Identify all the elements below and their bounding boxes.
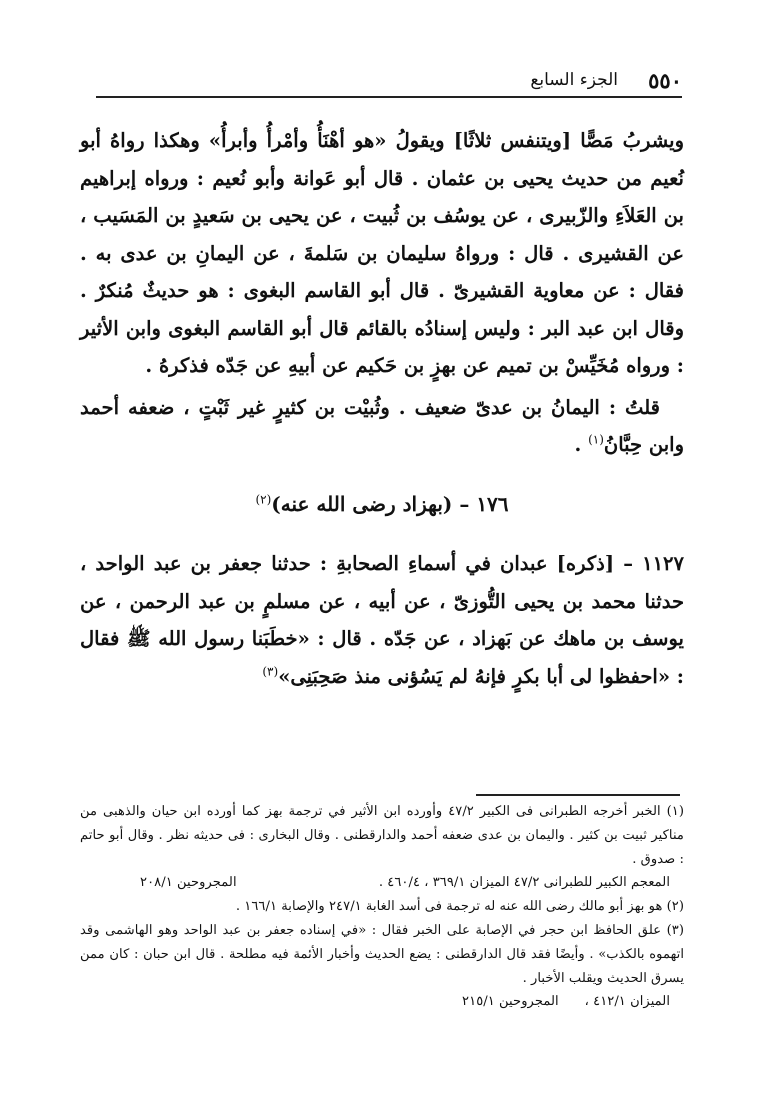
main-text	[80, 122, 684, 695]
paragraph-3	[80, 545, 684, 695]
footnote-rule	[476, 794, 680, 796]
footnote-1-source-a: المعجم الكبير للطبرانى ٤٧/٢ الميزان ٣٦٩/١ ، ٤٦٠/٤ .	[378, 875, 670, 891]
footnote-1: (١) الخبر أخرجه الطبرانى فى الكبير ٤٧/٢ وأورده ابن الأثير في ترجمة بهز كما أورده ابن حيان والذهبى من مناكير ثبيت بن كثير . واليمان بن عدى ضعفه أحمد والدارقطنى . وقال البخارى : فى حديثه نظر . وقال أبو حاتم : صدوق .	[80, 804, 685, 867]
footnote-1-sources	[80, 871, 684, 895]
page-header	[96, 64, 682, 94]
footnote-ref-2[interactable]: (٢)	[255, 491, 272, 506]
footnote-3-source-b: المجروحين ٢١٥/١	[462, 994, 559, 1010]
footnote-ref-3[interactable]: (٣)	[262, 664, 279, 678]
paragraph-2-text: قلتُ : اليمانُ بن عدىّ ضعيف . وثُبيْت بن كثيرٍ غير ثَبْتٍ ، ضعفه أحمد وابن حِبَّانُ	[80, 395, 684, 456]
running-head: الجزء السابع	[530, 70, 618, 90]
paragraph-2	[80, 389, 684, 464]
footnotes	[80, 800, 684, 1014]
footnote-2: (٢) هو بهز أبو مالك رضى الله عنه له ترجمة فى أسد الغابة ٢٤٧/١ والإصابة ١٦٦/١ .	[235, 899, 684, 915]
footnote-3: (٣) علق الحافظ ابن حجر في الإصابة على الخبر فقال : «في إسناده جعفر بن عبد الواحد وهو الهاشمى وقد اتهموه بالكذب» . وأيضًا فقد قال الدارقطنى : يضع الحديث وأخبار الأئمة فيه مطلحة . قال ابن حبان : كان ممن يسرق الحديث ويقلب الأخبار .	[80, 922, 684, 986]
footnote-ref-1[interactable]: (١)	[588, 432, 604, 447]
section-heading-text: ١٧٦ – (بهزاد رضى الله عنه)	[271, 491, 509, 516]
footnote-1-source-b: المجروحين ٢٠٨/١	[140, 875, 237, 891]
header-rule	[96, 96, 682, 98]
paragraph-1: ويشربُ مَصًّا [ويتنفس ثلاثًا] ويقولُ «هو أهْنَأُ وأمْرأُ وأبرأُ» وهكذا رواهُ أبو نُعيم من حديث يحيى بن عثمان . قال أبو عَوانة وأبو نُعيم : ورواه إبراهيم بن العَلاَءِ والزّبيرى ، عن يوسُف بن ثُبيت ، عن يحيى بن سَعيدٍ بن المَسَيب ، عن القشيرى . قال : ورواهُ سليمان بن سَلمةَ ، عن اليمانِ بن عدى به . فقال : عن معاوية القشيرىّ . قال أبو القاسم البغوى : هو حديثٌ مُنكرٌ . وقال ابن عبد البر : وليس إسنادُه بالقائم قال أبو القاسم البغوى وابن الأثير : ورواه مُخَيِّسْ بن تميم عن بهزٍ بن حَكيم عن أبيهِ عن جَدّه فذكرهُ .	[80, 129, 684, 377]
page-number: ٥٥٠	[648, 68, 682, 93]
section-heading	[80, 486, 684, 524]
paragraph-2-end: .	[574, 433, 589, 456]
footnote-3-sources	[80, 990, 684, 1014]
footnote-3-source-a: الميزان ٤١٢/١ ،	[584, 994, 670, 1010]
paragraph-3-text: ١١٢٧ – [ذكره] عبدان في أسماءِ الصحابةِ : حدثنا جعفر بن عبد الواحد ، حدثنا محمد بن يحيى التُّوزىّ ، عن أبيه ، عن مسلمٍ بن عبد الرحمن ، عن يوسف بن ماهك عن بَهزاد ، عن جَدّه . قال : «خطَبَنا رسول الله ﷺ فقال : «احفظوا لى أبا بكرٍ فإنهُ لم يَسُؤنى منذ صَحِبَنِى»	[80, 552, 684, 688]
